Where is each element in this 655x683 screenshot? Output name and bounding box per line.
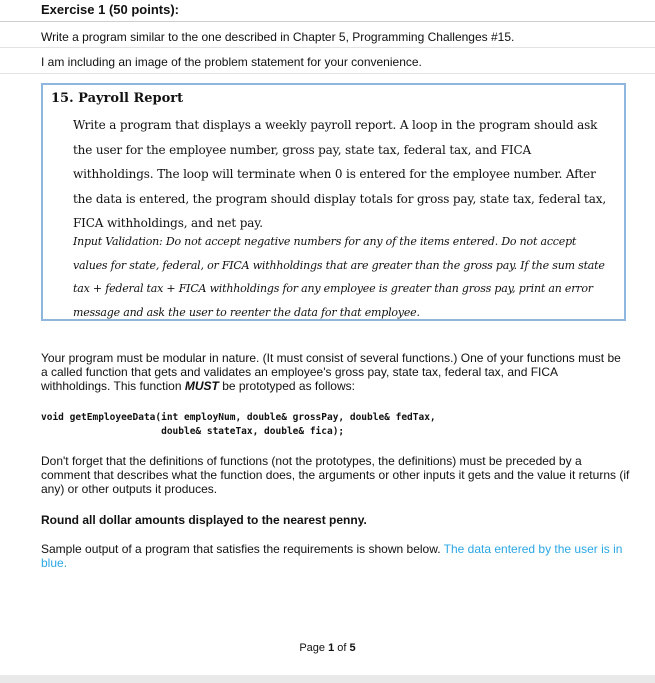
problem-line: withholdings. The loop will terminate when 0 is entered for the employee number. After <box>73 167 596 181</box>
definitions-paragraph <box>41 454 630 496</box>
page-total: 5 <box>349 642 356 654</box>
problem-title: 15. Payroll Report <box>51 91 184 106</box>
input-validation <box>73 230 621 324</box>
page-bottom-edge <box>0 675 655 683</box>
paragraph-line: Your program must be modular in nature. (It must consist of several functions.) One of your functions must be <box>41 351 621 365</box>
paragraph-line <box>41 542 626 556</box>
text-span: withholdings. This function <box>41 379 185 393</box>
blue-note: The data entered by the user is in <box>443 542 623 556</box>
emphasis-must: MUST <box>184 379 219 393</box>
rounding-requirement: Round all dollar amounts displayed to the nearest penny. <box>41 513 367 527</box>
problem-line: the user for the employee number, gross pay, state tax, federal tax, and FICA <box>73 142 532 157</box>
text-span: Sample output of a program that satisfies the requirements is shown below. <box>41 542 444 556</box>
code-line: double& stateTax, double& fica); <box>41 426 345 437</box>
sample-output-paragraph <box>41 542 626 570</box>
page-label: Page <box>299 642 329 654</box>
validation-line: tax + federal tax + FICA withholdings for any employee is greater than gross pay, print an error <box>73 282 593 295</box>
text-span: be prototyped as follows: <box>218 379 355 393</box>
modular-paragraph <box>41 351 626 393</box>
blue-note: blue. <box>41 556 68 570</box>
problem-statement-image <box>41 83 626 321</box>
validation-line: message and ask the user to reenter the data for that employee. <box>73 305 420 319</box>
problem-line: FICA withholdings, and net pay. <box>73 216 263 230</box>
divider <box>0 47 655 48</box>
problem-line: the data is entered, the program should display totals for gross pay, state tax, federal tax, <box>73 191 606 206</box>
validation-line: values for state, federal, or FICA withholdings that are greater than the gross pay. If the sum state <box>73 258 605 272</box>
paragraph-line: comment that describes what the function does, the arguments or other inputs it gets and the value it returns (if <box>41 468 630 482</box>
intro-line-2: I am including an image of the problem statement for your convenience. <box>41 55 422 69</box>
header-bar <box>0 0 655 22</box>
divider <box>0 73 655 74</box>
paragraph-line: any) or other outputs it produces. <box>41 482 218 496</box>
page-current: 1 <box>328 642 335 654</box>
exercise-title: Exercise 1 (50 points): <box>41 2 179 17</box>
problem-body <box>73 113 618 236</box>
paragraph-line: a called function that gets and validates an employee's gross pay, state tax, federal tax, and FICA <box>41 365 559 379</box>
paragraph-line <box>41 379 626 393</box>
code-line: void getEmployeeData(int employNum, double& grossPay, double& fedTax, <box>41 412 436 423</box>
page-number <box>0 642 655 654</box>
paragraph-line: Don't forget that the definitions of functions (not the prototypes, the definitions) must be preceded by a <box>41 454 582 468</box>
page-of: of <box>334 642 350 654</box>
validation-line: Input Validation: Do not accept negative numbers for any of the items entered. Do not accept <box>73 235 577 248</box>
intro-line-1: Write a program similar to the one described in Chapter 5, Programming Challenges #15. <box>41 30 515 44</box>
function-prototype <box>41 411 436 439</box>
problem-line: Write a program that displays a weekly payroll report. A loop in the program should ask <box>73 118 598 132</box>
